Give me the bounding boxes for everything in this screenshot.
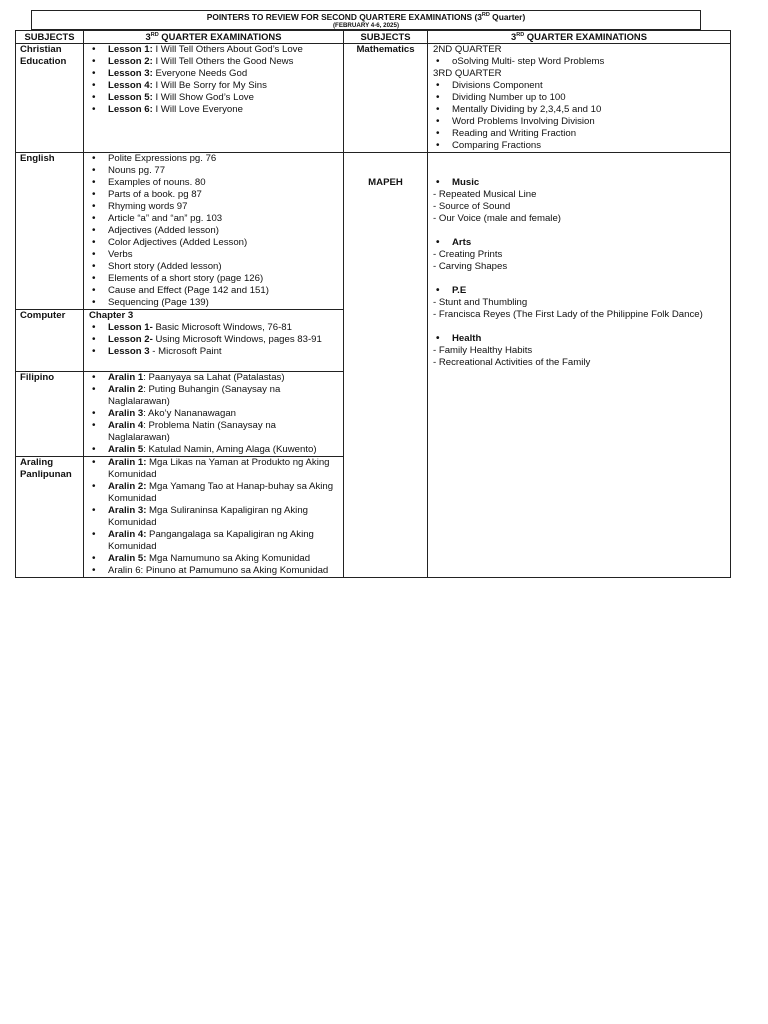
list-item: • Aralin 4: Pangangalaga sa Kapaligiran ng Aking Komunidad: [87, 529, 340, 553]
subjects-header-left: SUBJECTS: [16, 31, 84, 44]
list-item: • Aralin 5: Katulad Namin, Aming Alaga (Kuwento): [87, 444, 340, 456]
list-item: - Francisca Reyes (The First Lady of the Philippine Folk Dance): [433, 309, 703, 320]
list-item: • Lesson 3: Everyone Needs God: [87, 68, 340, 80]
list-item: • Reading and Writing Fraction: [431, 128, 727, 140]
list-item: - Family Healthy Habits: [433, 345, 533, 356]
araling-panlipunan-pointers: [84, 457, 344, 578]
list-item: • Lesson 5: I Will Show God’s Love: [87, 92, 340, 104]
list-item: - Stunt and Thumbling: [433, 297, 528, 308]
exam-header-right: 3RD QUARTER EXAMINATIONS: [428, 31, 731, 44]
table-row: [16, 153, 731, 310]
math-q2-heading: 2ND QUARTER: [433, 44, 502, 55]
list-item: • Comparing Fractions: [431, 140, 727, 152]
list-item: • Nouns pg. 77: [87, 165, 340, 177]
arts-heading: • Arts: [431, 237, 727, 249]
subject-christian-education: Christian Education: [16, 44, 84, 153]
document-title: POINTERS TO REVIEW FOR SECOND QUARTERE EXAMINATIONS (3RD Quarter): [206, 12, 526, 22]
list-item: • Aralin 6: Pinuno at Pamumuno sa Aking Komunidad: [87, 565, 340, 577]
document-title-box: [31, 10, 701, 30]
list-item: • Color Adjectives (Added Lesson): [87, 237, 340, 249]
list-item: • Article “a” and “an” pg. 103: [87, 213, 340, 225]
list-item: • Examples of nouns. 80: [87, 177, 340, 189]
health-heading: • Health: [431, 333, 727, 345]
list-item: • Aralin 3: Ako’y Nananawagan: [87, 408, 340, 420]
chapter-heading: Chapter 3: [89, 310, 134, 321]
list-item: • Aralin 5: Mga Namumuno sa Aking Komunidad: [87, 553, 340, 565]
list-item: • Aralin 1: Paanyaya sa Lahat (Patalastas): [87, 372, 340, 384]
header-row: [16, 31, 731, 44]
pe-heading: • P.E: [431, 285, 727, 297]
list-item: • Word Problems Involving Division: [431, 116, 727, 128]
list-item: • Aralin 3: Mga Suliraninsa Kapaligiran ng Aking Komunidad: [87, 505, 340, 529]
list-item: • Lesson 6: I Will Love Everyone: [87, 104, 340, 116]
english-pointers: [84, 153, 344, 310]
list-item: • Cause and Effect (Page 142 and 151): [87, 285, 340, 297]
list-item: - Repeated Musical Line: [433, 189, 537, 200]
list-item: • Lesson 4: I Will Be Sorry for My Sins: [87, 80, 340, 92]
list-item: - Creating Prints: [433, 249, 503, 260]
subject-computer: Computer: [16, 310, 84, 372]
list-item: • Adjectives (Added lesson): [87, 225, 340, 237]
exam-header-left: 3RD QUARTER EXAMINATIONS: [84, 31, 344, 44]
subject-araling-panlipunan: Araling Panlipunan: [16, 457, 84, 578]
list-item: • Elements of a short story (page 126): [87, 273, 340, 285]
list-item: • Sequencing (Page 139): [87, 297, 340, 309]
list-item: - Our Voice (male and female): [433, 213, 561, 224]
list-item: • Aralin 1: Mga Likas na Yaman at Produkto ng Aking Komunidad: [87, 457, 340, 481]
table-row: [16, 44, 731, 153]
list-item: • Lesson 2: I Will Tell Others the Good News: [87, 56, 340, 68]
mathematics-pointers: [428, 44, 731, 153]
christian-education-pointers: [84, 44, 344, 153]
list-item: • Aralin 2: Mga Yamang Tao at Hanap-buhay sa Aking Komunidad: [87, 481, 340, 505]
music-heading: • Music: [431, 177, 727, 189]
list-item: - Carving Shapes: [433, 261, 508, 272]
list-item: • Rhyming words 97: [87, 201, 340, 213]
math-q3-heading: 3RD QUARTER: [433, 68, 502, 79]
filipino-pointers: [84, 372, 344, 457]
list-item: • Lesson 1: I Will Tell Others About God’s Love: [87, 44, 340, 56]
list-item: - Source of Sound: [433, 201, 511, 212]
exam-dates: (FEBRUARY 4-6, 2025): [332, 22, 400, 29]
list-item: • Polite Expressions pg. 76: [87, 153, 340, 165]
list-item: • Mentally Dividing by 2,3,4,5 and 10: [431, 104, 727, 116]
list-item: • Aralin 2: Puting Buhangin (Sanaysay na Naglalarawan): [87, 384, 340, 408]
list-item: • Lesson 3 - Microsoft Paint: [87, 346, 340, 358]
list-item: • Divisions Component: [431, 80, 727, 92]
list-item: - Recreational Activities of the Family: [433, 357, 591, 368]
list-item: • Lesson 1- Basic Microsoft Windows, 76-81: [87, 322, 340, 334]
subject-mathematics: Mathematics: [344, 44, 428, 153]
subject-mapeh: MAPEH: [344, 153, 428, 578]
computer-pointers: [84, 310, 344, 372]
list-item: • Aralin 4: Problema Natin (Sanaysay na Naglalarawan): [87, 420, 340, 444]
mapeh-pointers: [428, 153, 731, 578]
review-table: [15, 30, 731, 578]
list-item: • Dividing Number up to 100: [431, 92, 727, 104]
list-item: • Short story (Added lesson): [87, 261, 340, 273]
list-item: • oSolving Multi- step Word Problems: [431, 56, 727, 68]
subject-english: English: [16, 153, 84, 310]
list-item: • Verbs: [87, 249, 340, 261]
list-item: • Parts of a book. pg 87: [87, 189, 340, 201]
subjects-header-right: SUBJECTS: [344, 31, 428, 44]
list-item: • Lesson 2- Using Microsoft Windows, pages 83-91: [87, 334, 340, 346]
subject-filipino: Filipino: [16, 372, 84, 457]
